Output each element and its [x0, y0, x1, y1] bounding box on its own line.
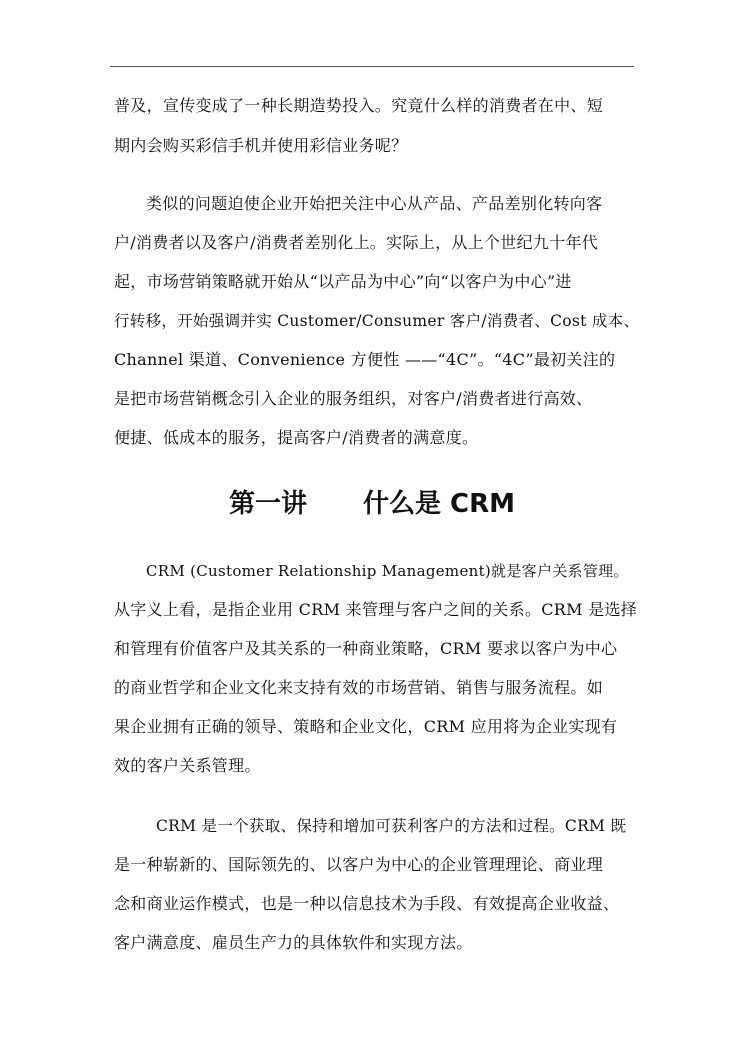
text-line: CRM (Customer Relationship Management)就是客户关系管理。 [146, 562, 629, 580]
header-rule [110, 66, 634, 67]
text-line: 和管理有价值客户及其关系的一种商业策略，CRM 要求以客户为中心 [114, 639, 618, 658]
text-line: 行转移，开始强调并实 Customer/Consumer 客户/消费者、Cost 成本、 [114, 312, 640, 330]
text-line: 念和商业运作模式，也是一种以信息技术为手段、有效提高企业收益、 [114, 894, 620, 913]
text-line: Channel 渠道、Convenience 方便性 ——“4C”。“4C”最初关注的 [114, 350, 616, 369]
text-line: 的商业哲学和企业文化来支持有效的市场营销、销售与服务流程。如 [114, 678, 604, 697]
text-line: CRM 是一个获取、保持和增加可获利客户的方法和过程。CRM 既 [156, 817, 627, 835]
text-line: 从字义上看，是指企业用 CRM 来管理与客户之间的关系。CRM 是选择 [114, 600, 638, 619]
text-line: 期内会购买彩信手机并使用彩信业务呢？ [114, 136, 408, 155]
text-line: 果企业拥有正确的领导、策略和企业文化，CRM 应用将为企业实现有 [114, 717, 618, 736]
text-line: 是一种崭新的、国际领先的、以客户为中心的企业管理理论、商业理 [114, 855, 604, 874]
heading-part-2: 什么是 CRM [362, 489, 516, 519]
heading-part-1: 第一讲 [228, 489, 307, 519]
text-line: 客户满意度、雇员生产力的具体软件和实现方法。 [114, 933, 473, 952]
text-line: 效的客户关系管理。 [114, 756, 261, 775]
text-line: 便捷、低成本的服务，提高客户/消费者的满意度。 [114, 428, 479, 447]
text-line: 户/消费者以及客户/消费者差别化上。实际上，从上个世纪九十年代 [114, 233, 599, 252]
text-line: 类似的问题迫使企业开始把关注中心从产品、产品差别化转向客 [146, 194, 603, 213]
text-line: 普及，宣传变成了一种长期造势投入。究竟什么样的消费者在中、短 [114, 96, 604, 115]
text-line: 是把市场营销概念引入企业的服务组织，对客户/消费者进行高效、 [114, 389, 593, 408]
text-line: 起，市场营销策略就开始从“以产品为中心”向“以客户为中心”进 [114, 272, 572, 291]
section-heading [0, 488, 744, 520]
